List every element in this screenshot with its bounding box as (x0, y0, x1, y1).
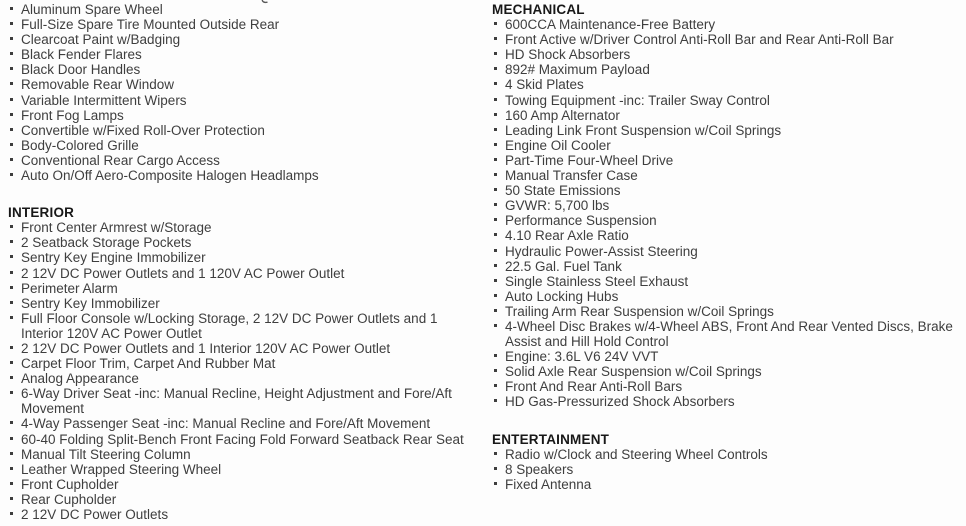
feature-item: GVWR: 5,700 lbs (492, 198, 966, 213)
feature-item: Analog Appearance (8, 371, 482, 386)
feature-item: 160 Amp Alternator (492, 108, 966, 123)
feature-item: Performance Suspension (492, 213, 966, 228)
feature-item: Clearcoat Paint w/Badging (8, 32, 482, 47)
feature-item: Part-Time Four-Wheel Drive (492, 153, 966, 168)
feature-item: Front And Rear Anti-Roll Bars (492, 379, 966, 394)
feature-item: Solid Axle Rear Suspension w/Coil Springs (492, 364, 966, 379)
feature-item: Auto Locking Hubs (492, 289, 966, 304)
feature-item: Black Door Handles (8, 62, 482, 77)
feature-item: 600CCA Maintenance-Free Battery (492, 17, 966, 32)
feature-item: 4.10 Rear Axle Ratio (492, 228, 966, 243)
feature-item: Engine: 3.6L V6 24V VVT (492, 349, 966, 364)
feature-item: HD Gas-Pressurized Shock Absorbers (492, 394, 966, 409)
feature-item: 2 12V DC Power Outlets (8, 507, 482, 522)
feature-item: Convertible w/Fixed Roll-Over Protection (8, 123, 482, 138)
feature-item: Front Cupholder (8, 477, 482, 492)
feature-item: Perimeter Alarm (8, 281, 482, 296)
feature-list (8, 220, 482, 522)
section-heading-entertainment: ENTERTAINMENT (492, 431, 610, 447)
feature-item: Rear Cupholder (8, 492, 482, 507)
feature-item: HD Shock Absorbers (492, 47, 966, 62)
feature-item: 4-Way Passenger Seat -inc: Manual Recline and Fore/Aft Movement (8, 416, 482, 431)
feature-item: Sentry Key Engine Immobilizer (8, 250, 482, 265)
feature-item: Removable Rear Window (8, 77, 482, 92)
feature-item: 2 12V DC Power Outlets and 1 120V AC Power Outlet (8, 266, 482, 281)
feature-item: 2 Seatback Storage Pockets (8, 235, 482, 250)
feature-item: Conventional Rear Cargo Access (8, 153, 482, 168)
feature-item: Leather Wrapped Steering Wheel (8, 462, 482, 477)
feature-item: Radio w/Clock and Steering Wheel Controls (492, 447, 966, 462)
feature-item: Front Active w/Driver Control Anti-Roll Bar and Rear Anti-Roll Bar (492, 32, 966, 47)
feature-list (8, 2, 482, 183)
feature-item: Manual Tilt Steering Column (8, 447, 482, 462)
feature-item: Body-Colored Grille (8, 138, 482, 153)
section-heading-mechanical: MECHANICAL (492, 2, 585, 17)
feature-item: Trailing Arm Rear Suspension w/Coil Springs (492, 304, 966, 319)
feature-item: Engine Oil Cooler (492, 138, 966, 153)
feature-item: 4 Skid Plates (492, 77, 966, 92)
feature-item: Carpet Floor Trim, Carpet And Rubber Mat (8, 356, 482, 371)
feature-item: 8 Speakers (492, 462, 966, 477)
feature-item: Hydraulic Power-Assist Steering (492, 244, 966, 259)
feature-item: 50 State Emissions (492, 183, 966, 198)
feature-item: 60-40 Folding Split-Bench Front Facing Fold Forward Seatback Rear Seat (8, 432, 482, 447)
feature-item: Aluminum Spare Wheel (8, 2, 482, 17)
feature-item: Full-Size Spare Tire Mounted Outside Rear (8, 17, 482, 32)
section-heading-interior: INTERIOR (8, 205, 75, 221)
feature-item: Full Floor Console w/Locking Storage, 2 12V DC Power Outlets and 1 Interior 120V AC Power Outlet (8, 311, 482, 341)
feature-item: Variable Intermittent Wipers (8, 93, 482, 108)
feature-item: Towing Equipment -inc: Trailer Sway Control (492, 93, 966, 108)
feature-list (492, 447, 966, 492)
feature-item: Single Stainless Steel Exhaust (492, 274, 966, 289)
feature-item: 22.5 Gal. Fuel Tank (492, 259, 966, 274)
feature-item: 6-Way Driver Seat -inc: Manual Recline, Height Adjustment and Fore/Aft Movement (8, 386, 482, 416)
feature-item: Sentry Key Immobilizer (8, 296, 482, 311)
feature-item: 892# Maximum Payload (492, 62, 966, 77)
feature-item: 2 12V DC Power Outlets and 1 Interior 120V AC Power Outlet (8, 341, 482, 356)
spec-column-left (8, 2, 482, 526)
feature-item: Auto On/Off Aero-Composite Halogen Headlamps (8, 168, 482, 183)
feature-item: Front Center Armrest w/Storage (8, 220, 482, 235)
feature-item: Leading Link Front Suspension w/Coil Springs (492, 123, 966, 138)
feature-item: Black Fender Flares (8, 47, 482, 62)
spec-column-right (492, 2, 966, 526)
feature-item: Fixed Antenna (492, 477, 966, 492)
feature-item: 4-Wheel Disc Brakes w/4-Wheel ABS, Front And Rear Vented Discs, Brake Assist and Hill Hold Control (492, 319, 966, 349)
feature-item: Front Fog Lamps (8, 108, 482, 123)
feature-list (492, 17, 966, 409)
feature-item: Manual Transfer Case (492, 168, 966, 183)
